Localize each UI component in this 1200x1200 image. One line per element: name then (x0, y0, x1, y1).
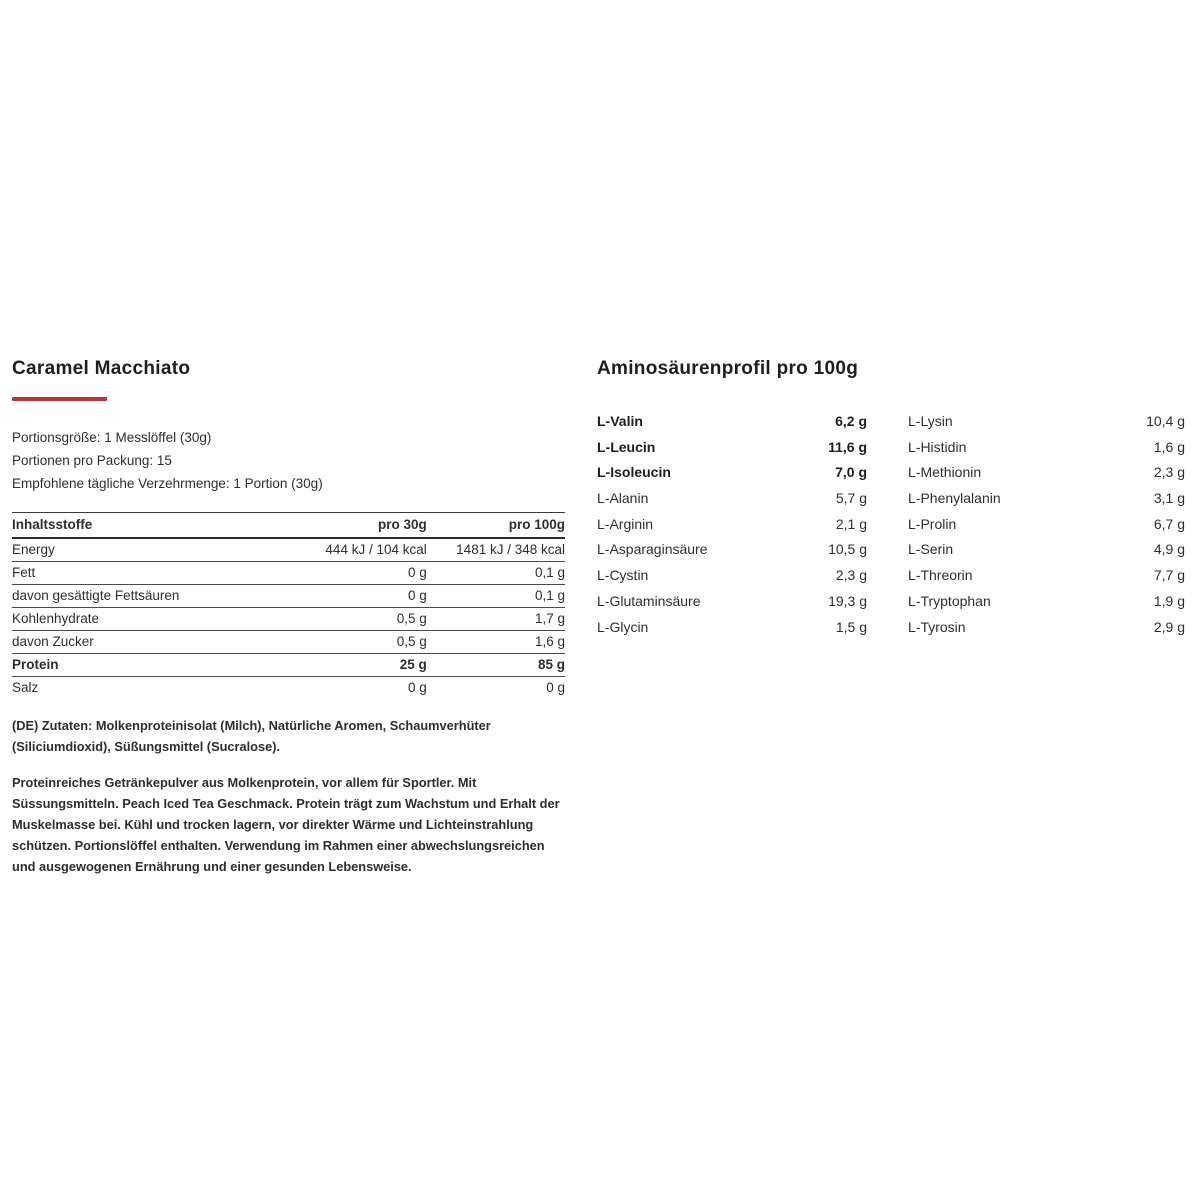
product-description-text: Proteinreiches Getränkepulver aus Molkenprotein, vor allem für Sportler. Mit Süssungsmitteln. Peach Iced Tea Geschmack. Protein trägt zum Wachstum und Erhalt der Muskelmasse bei. Kühl und trocken lagern, vor direkter Wärme und Lichteinstrahlung schützen. Portionslöffel enthalten. Verwendung im Rahmen einer abwechslungsreichen und ausgewogenen Ernährung und einer gesunden Lebensweise. (12, 775, 560, 874)
amino-value: 7,0 g (835, 464, 867, 481)
amino-value: 7,7 g (1153, 567, 1185, 584)
amino-value: 2,3 g (835, 567, 867, 584)
row-label: Salz (12, 680, 39, 695)
amino-row (597, 413, 867, 439)
amino-row (597, 593, 867, 619)
servings-per-pack-line: Portionen pro Packung: 15 (12, 453, 172, 468)
amino-row (597, 490, 867, 516)
row-value-per100: 0,1 g (427, 585, 565, 608)
amino-row (908, 619, 1185, 645)
amino-name: L-Glutaminsäure (597, 592, 701, 609)
flavor-title: Caramel Macchiato (12, 358, 191, 379)
row-value-per30: 0 g (300, 585, 427, 608)
amino-name: L-Tyrosin (908, 618, 966, 635)
amino-name: L-Arginin (597, 515, 654, 532)
amino-name: L-Serin (908, 541, 954, 558)
amino-row (597, 619, 867, 645)
row-value-per100: 1481 kJ / 348 kcal (427, 538, 565, 562)
ingredients-text: (DE) Zutaten: Molkenproteinisolat (Milch), Natürliche Aromen, Schaumverhüter (Siliciumdioxid), Süßungsmittel (Sucralose). (12, 718, 491, 754)
row-value-per100: 0 g (546, 680, 565, 695)
product-nutrition-panel (12, 358, 565, 877)
amino-row (908, 541, 1185, 567)
amino-name: L-Glycin (597, 618, 649, 635)
amino-row (908, 464, 1185, 490)
amino-name: L-Alanin (597, 490, 649, 507)
table-row (12, 585, 565, 608)
amino-column-right (908, 413, 1185, 644)
row-label: davon gesättigte Fettsäuren (12, 585, 300, 608)
table-row (12, 562, 565, 585)
amino-value: 2,1 g (835, 515, 867, 532)
row-value-per100: 1,7 g (427, 608, 565, 631)
amino-row (908, 516, 1185, 542)
amino-row (908, 593, 1185, 619)
col-header-per100: pro 100g (427, 513, 565, 539)
amino-name: L-Asparaginsäure (597, 541, 708, 558)
amino-name: L-Cystin (597, 567, 649, 584)
col-header-per30: pro 30g (300, 513, 427, 539)
amino-acid-table (597, 413, 1185, 644)
amino-row (597, 567, 867, 593)
amino-name: L-Lysin (908, 413, 953, 429)
amino-column-left (597, 413, 867, 644)
row-value-per30: 25 g (300, 654, 427, 677)
amino-name: L-Leucin (597, 438, 656, 455)
amino-name: L-Prolin (908, 515, 957, 532)
amino-value: 6,7 g (1153, 515, 1185, 532)
row-value-per30: 0 g (300, 562, 427, 585)
amino-row (908, 567, 1185, 593)
table-row (12, 538, 565, 562)
nutrition-table-header-row (12, 513, 565, 539)
row-label: davon Zucker (12, 631, 300, 654)
amino-value: 6,2 g (835, 413, 867, 429)
amino-name: L-Methionin (908, 464, 982, 481)
row-value-per30: 0 g (407, 680, 427, 695)
row-label: Protein (12, 654, 300, 677)
amino-row (597, 439, 867, 465)
amino-value: 5,7 g (835, 490, 867, 507)
row-label: Fett (12, 562, 300, 585)
amino-name: L-Isoleucin (597, 464, 671, 481)
amino-acid-profile-panel (597, 358, 1185, 644)
amino-value: 1,6 g (1153, 438, 1185, 455)
amino-name: L-Tryptophan (908, 592, 991, 609)
amino-row (908, 413, 1185, 439)
serving-info (12, 426, 565, 495)
table-row (12, 608, 565, 631)
amino-value: 11,6 g (828, 438, 867, 455)
row-label: Energy (12, 538, 300, 562)
amino-value: 4,9 g (1153, 541, 1185, 558)
serving-size-line: Portionsgröße: 1 Messlöffel (30g) (12, 430, 212, 445)
amino-row (597, 516, 867, 542)
amino-name: L-Phenylalanin (908, 490, 1001, 507)
row-value-per30: 0,5 g (300, 631, 427, 654)
row-value-per30: 444 kJ / 104 kcal (300, 538, 427, 562)
amino-row (597, 464, 867, 490)
amino-profile-title: Aminosäurenprofil pro 100g (597, 358, 859, 379)
row-value-per100: 1,6 g (427, 631, 565, 654)
row-value-per100: 85 g (427, 654, 565, 677)
amino-value: 1,5 g (835, 618, 867, 635)
amino-row (908, 490, 1185, 516)
col-header-ingredients: Inhaltsstoffe (12, 513, 300, 539)
amino-value: 1,9 g (1153, 592, 1185, 609)
red-accent-divider (12, 397, 107, 401)
daily-intake-line: Empfohlene tägliche Verzehrmenge: 1 Portion (30g) (12, 476, 323, 491)
table-row-protein (12, 654, 565, 677)
amino-value: 19,3 g (828, 592, 867, 609)
row-value-per30: 0,5 g (300, 608, 427, 631)
amino-value: 10,5 g (828, 541, 867, 558)
nutrition-table (12, 512, 565, 699)
amino-name: L-Threorin (908, 567, 973, 584)
amino-value: 10,4 g (1146, 413, 1185, 429)
row-label: Kohlenhydrate (12, 608, 300, 631)
amino-name: L-Valin (597, 413, 643, 429)
table-row (12, 631, 565, 654)
amino-value: 2,3 g (1153, 464, 1185, 481)
amino-value: 3,1 g (1153, 490, 1185, 507)
table-row (12, 677, 565, 700)
row-value-per100: 0,1 g (427, 562, 565, 585)
amino-name: L-Histidin (908, 438, 967, 455)
amino-row (597, 541, 867, 567)
amino-value: 2,9 g (1153, 618, 1185, 635)
amino-row (908, 439, 1185, 465)
